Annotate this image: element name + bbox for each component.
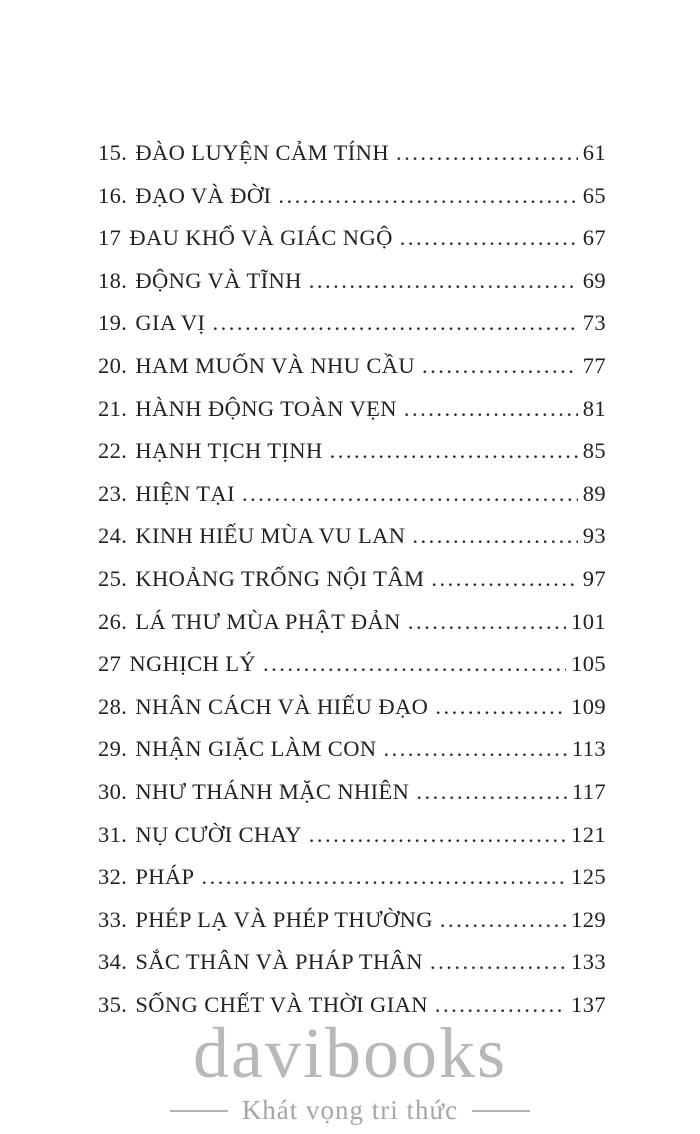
toc-entry-number: 33. [98, 906, 128, 932]
toc-entry [98, 481, 606, 524]
toc-entry-page: 77 [582, 352, 606, 378]
toc-entry-number: 17 [98, 225, 122, 251]
toc-entry-page: 67 [582, 225, 606, 251]
toc-entry-title: NHƯ THÁNH MẶC NHIÊN [135, 778, 410, 804]
toc-entry-number: 19. [98, 310, 128, 336]
dot-leader [400, 225, 578, 251]
toc-entry-number: 16. [98, 182, 128, 208]
publisher-watermark [0, 1013, 700, 1126]
toc-entry-title: NGHỊCH LÝ [129, 651, 257, 677]
dot-leader [201, 864, 566, 890]
toc-entry [98, 353, 606, 396]
toc-entry-number: 21. [98, 395, 128, 421]
toc-entry [98, 566, 606, 609]
toc-entry [98, 310, 606, 353]
toc-entry [98, 694, 606, 737]
table-of-contents [98, 140, 606, 1034]
dot-leader [309, 268, 578, 294]
toc-entry-title: ĐẠO VÀ ĐỜI [135, 182, 272, 208]
toc-entry-page: 85 [582, 438, 606, 464]
toc-entry-page: 121 [571, 821, 606, 847]
toc-entry-page: 113 [571, 736, 606, 762]
toc-entry-title: PHÉP LẠ VÀ PHÉP THƯỜNG [135, 906, 433, 932]
toc-entry-page: 137 [571, 991, 606, 1017]
toc-entry [98, 396, 606, 439]
toc-entry-title: KHOẢNG TRỐNG NỘI TÂM [135, 565, 425, 591]
toc-entry-number: 24. [98, 523, 128, 549]
toc-entry-page: 101 [571, 608, 606, 634]
toc-entry-title: KINH HIẾU MÙA VU LAN [135, 523, 406, 549]
toc-entry [98, 736, 606, 779]
toc-entry-page: 129 [571, 906, 606, 932]
dot-leader [263, 651, 566, 677]
toc-entry-page: 65 [582, 182, 606, 208]
toc-entry-number: 35. [98, 991, 128, 1017]
toc-entry [98, 864, 606, 907]
toc-entry-page: 97 [582, 565, 606, 591]
dot-leader [430, 949, 566, 975]
toc-entry-page: 133 [571, 949, 606, 975]
toc-entry-number: 31. [98, 821, 128, 847]
toc-entry [98, 523, 606, 566]
toc-entry [98, 949, 606, 992]
toc-entry [98, 609, 606, 652]
toc-entry-title: GIA VỊ [135, 310, 206, 336]
toc-entry-title: NHÂN CÁCH VÀ HIẾU ĐẠO [135, 693, 429, 719]
toc-entry-page: 61 [582, 140, 606, 165]
dot-leader [416, 779, 567, 805]
toc-entry-number: 30. [98, 778, 128, 804]
toc-entry-title: HẠNH TỊCH TỊNH [135, 438, 323, 464]
toc-entry-number: 28. [98, 693, 128, 719]
toc-entry-title: PHÁP [135, 864, 195, 890]
tagline-right-rule [472, 1110, 530, 1112]
toc-entry-title: HAM MUỐN VÀ NHU CẦU [135, 352, 416, 378]
toc-entry-number: 18. [98, 267, 128, 293]
dot-leader [412, 523, 577, 549]
toc-entry-number: 32. [98, 864, 128, 890]
toc-entry-title: NHẬN GIẶC LÀM CON [135, 736, 377, 762]
dot-leader [396, 140, 578, 166]
watermark-tagline-row [0, 1095, 700, 1126]
toc-entry-page: 69 [582, 267, 606, 293]
dot-leader [242, 481, 578, 507]
toc-entry-page: 125 [571, 864, 606, 890]
toc-entry-title: ĐÀO LUYỆN CẢM TÍNH [135, 140, 389, 165]
watermark-brand: davibooks [193, 1013, 507, 1093]
toc-entry-number: 23. [98, 480, 128, 506]
toc-entry-page: 89 [582, 480, 606, 506]
toc-entry-number: 15. [98, 140, 128, 165]
toc-entry [98, 822, 606, 865]
dot-leader [384, 736, 567, 762]
toc-entry-number: 26. [98, 608, 128, 634]
toc-entry-number: 25. [98, 565, 128, 591]
toc-entry-title: NỤ CƯỜI CHAY [135, 821, 302, 847]
toc-entry [98, 225, 606, 268]
tagline-left-rule [170, 1110, 228, 1112]
watermark-tagline: Khát vọng tri thức [241, 1095, 459, 1125]
dot-leader [309, 822, 566, 848]
toc-entry-title: LÁ THƯ MÙA PHẬT ĐẢN [135, 608, 401, 634]
dot-leader [212, 310, 577, 336]
dot-leader [278, 183, 577, 209]
dot-leader [404, 396, 578, 422]
toc-entry [98, 268, 606, 311]
toc-entry-number: 34. [98, 949, 128, 975]
toc-entry-page: 81 [582, 395, 606, 421]
toc-entry-number: 22. [98, 438, 128, 464]
toc-entry [98, 140, 606, 183]
dot-leader [422, 353, 578, 379]
toc-entry [98, 779, 606, 822]
toc-entry-title: SẮC THÂN VÀ PHÁP THÂN [135, 949, 423, 975]
toc-entry-number: 27 [98, 651, 122, 677]
toc-entry-page: 73 [582, 310, 606, 336]
toc-entry-title: SỐNG CHẾT VÀ THỜI GIAN [135, 991, 428, 1017]
toc-entry-page: 93 [582, 523, 606, 549]
toc-entry [98, 907, 606, 950]
toc-entry [98, 651, 606, 694]
toc-entry-title: ĐAU KHỔ VÀ GIÁC NGỘ [129, 225, 393, 251]
dot-leader [330, 438, 578, 464]
toc-entry-title: HÀNH ĐỘNG TOÀN VẸN [135, 395, 397, 421]
toc-entry-title: ĐỘNG VÀ TĨNH [135, 267, 302, 293]
dot-leader [435, 694, 566, 720]
toc-entry-number: 29. [98, 736, 128, 762]
toc-entry-page: 105 [571, 651, 606, 677]
toc-entry-page: 117 [571, 778, 606, 804]
dot-leader [408, 609, 566, 635]
toc-entry [98, 183, 606, 226]
toc-entry-number: 20. [98, 352, 128, 378]
toc-entry-title: HIỆN TẠI [135, 480, 235, 506]
dot-leader [431, 566, 577, 592]
dot-leader [440, 907, 566, 933]
toc-entry-page: 109 [571, 693, 606, 719]
toc-entry [98, 438, 606, 481]
